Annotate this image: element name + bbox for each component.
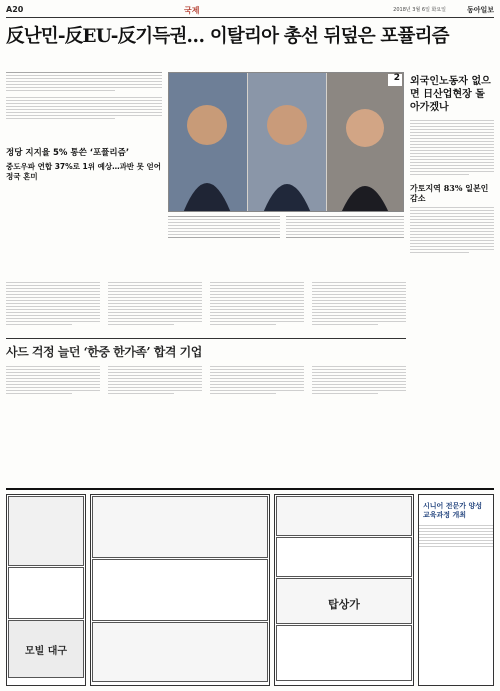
body-columns: [6, 282, 406, 327]
ad-col-1: [6, 494, 86, 686]
sidebar-column: [410, 75, 494, 255]
subhead-block: [6, 148, 162, 182]
ad-col-2: [90, 494, 270, 686]
page-header: [6, 4, 494, 18]
top-ad-label: 탑상가: [328, 598, 360, 611]
page-number: A20: [6, 5, 24, 14]
newspaper-name: 동아일보: [466, 5, 494, 14]
bottom-article: [6, 338, 406, 396]
vote-table-left: [168, 216, 280, 240]
issue-date: 2018년 3월 6일 화요일: [393, 7, 446, 13]
main-headline: 反난민-反EU-反기득권… 이탈리아 총선 뒤덮은 포퓰리즘: [6, 26, 449, 47]
main-photo: [168, 72, 404, 212]
subhead-1: 정당 지지율 5% 통쓴 ‘포퓰리즘’: [6, 148, 130, 158]
exhibition-ad-title: 시니어 전문가 양성 교육과정 개최: [423, 501, 482, 519]
exhibition-ad: [418, 494, 494, 686]
vote-table-right: [286, 216, 404, 240]
ad-section: [6, 488, 494, 686]
moebius-ad-label: 모빌 대구: [24, 646, 68, 657]
section-label: 국제: [184, 6, 200, 15]
photo-number: 2: [393, 73, 400, 83]
ad-col-3: [274, 494, 414, 686]
politicians-photo: [169, 73, 404, 212]
sidebar-title: 외국인노동자 없으면 日산업현장 돌아가겠나: [410, 76, 491, 113]
left-body-text: [6, 72, 162, 121]
sidebar2-title: 가토지역 83% 일본인 감소: [410, 183, 489, 203]
bottom-headline: 사드 걱정 늘던 ‘한중 한가족’ 합격 기업: [6, 345, 202, 359]
subhead-2: 중도우파 연합 37%로 1위 예상…과반 못 얻어 정국 혼미: [6, 162, 162, 181]
